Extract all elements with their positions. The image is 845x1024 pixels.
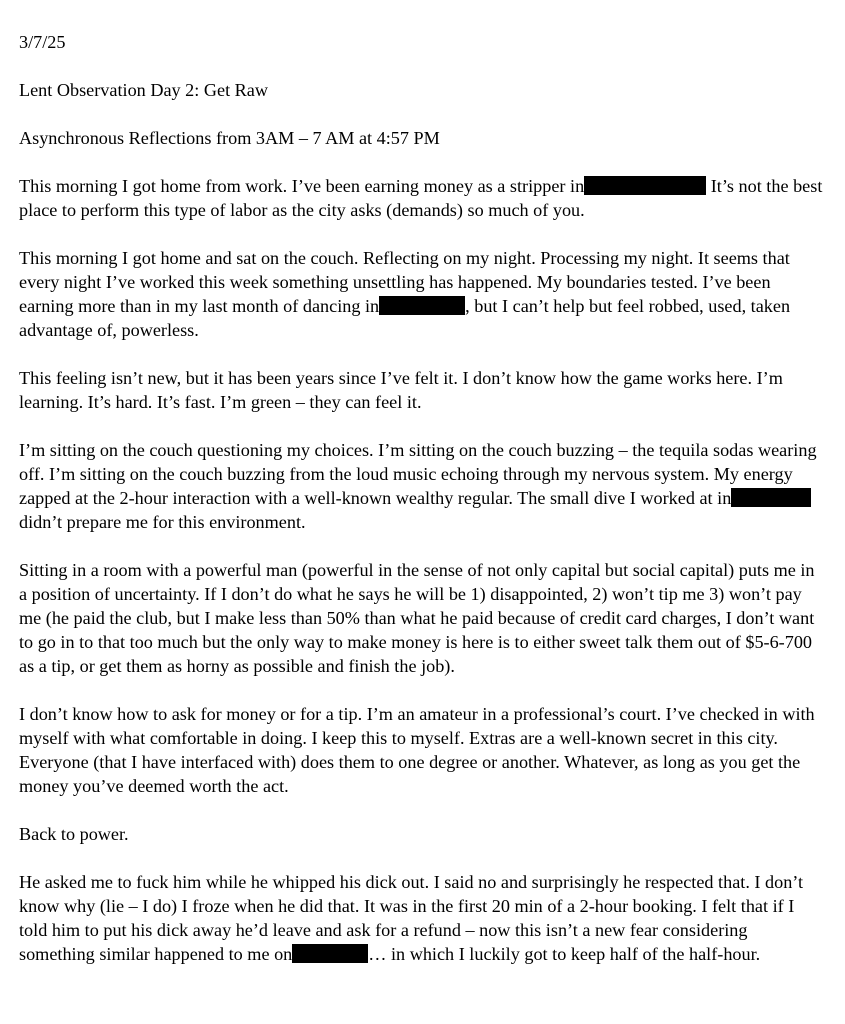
paragraph-8 — [19, 870, 824, 966]
paragraph-6: I don’t know how to ask for money or for a tip. I’m an amateur in a professional’s court. I’ve checked in with myself with what comfortable in doing. I keep this to myself. Extras are a well-known secret in this city. Everyone (that I have interfaced with) does them to one degree or another. Whatever, as long as you get the money you’ve deemed worth the act. — [19, 704, 815, 796]
paragraph-4 — [19, 438, 824, 534]
redaction-box — [292, 944, 368, 963]
document-date: 3/7/25 — [19, 32, 66, 52]
paragraph-4-text-b: didn’t prepare me for this environment. — [19, 512, 306, 532]
paragraph-5: Sitting in a room with a powerful man (powerful in the sense of not only capital but social capital) puts me in a position of uncertainty. If I don’t do what he says he will be 1) disappointed, 2) won’t tip me 3) won’t pay me (he paid the club, but I make less than 50% than what he paid because of credit card charges, I don’t want to go in to that too much but the only way to make money is here is to either sweet talk them out of $5-6-700 as a tip, or get them as horny as possible and finish the job). — [19, 560, 815, 676]
paragraph-1 — [19, 174, 824, 222]
redaction-box — [379, 296, 465, 315]
paragraph-3: This feeling isn’t new, but it has been years since I’ve felt it. I don’t know how the game works here. I’m learning. It’s hard. It’s fast. I’m green – they can feel it. — [19, 368, 783, 412]
paragraph-8-text-b: … in which I luckily got to keep half of the half-hour. — [368, 944, 761, 964]
redaction-box — [584, 176, 706, 195]
document-page — [19, 30, 824, 990]
paragraph-8-text-a: He asked me to fuck him while he whipped his dick out. I said no and surprisingly he respected that. I don’t know why (lie – I do) I froze when he did that. It was in the first 20 min of a 2-hour booking. I felt that if I told him to put his dick away he’d leave and ask for a refund – now this isn’t a new fear considering something similar happened to me on — [19, 872, 804, 964]
document-subtitle: Asynchronous Reflections from 3AM – 7 AM at 4:57 PM — [19, 128, 440, 148]
paragraph-2-text-a: This morning I got home and sat on the couch. Reflecting on my night. Processing my night. It seems that every night I’ve worked this week something unsettling has happened. My boundaries tested. I’ve been earning more than in my last month of dancing in — [19, 248, 790, 316]
paragraph-1-text-a: This morning I got home from work. I’ve been earning money as a stripper in — [19, 176, 585, 196]
paragraph-2 — [19, 246, 824, 342]
document-title: Lent Observation Day 2: Get Raw — [19, 80, 269, 100]
paragraph-2-text-b: , but I can’t help but feel robbed, used, taken advantage of, powerless. — [19, 296, 791, 340]
redaction-box — [731, 488, 811, 507]
paragraph-4-text-a: I’m sitting on the couch questioning my choices. I’m sitting on the couch buzzing – the tequila sodas wearing off. I’m sitting on the couch buzzing from the loud music echoing through my nervous system. My energy zapped at the 2-hour interaction with a well-known wealthy regular. The small dive I worked at in — [19, 440, 817, 508]
paragraph-1-text-b: It’s not the best place to perform this type of labor as the city asks (demands) so much of you. — [19, 176, 823, 220]
paragraph-7: Back to power. — [19, 824, 129, 844]
